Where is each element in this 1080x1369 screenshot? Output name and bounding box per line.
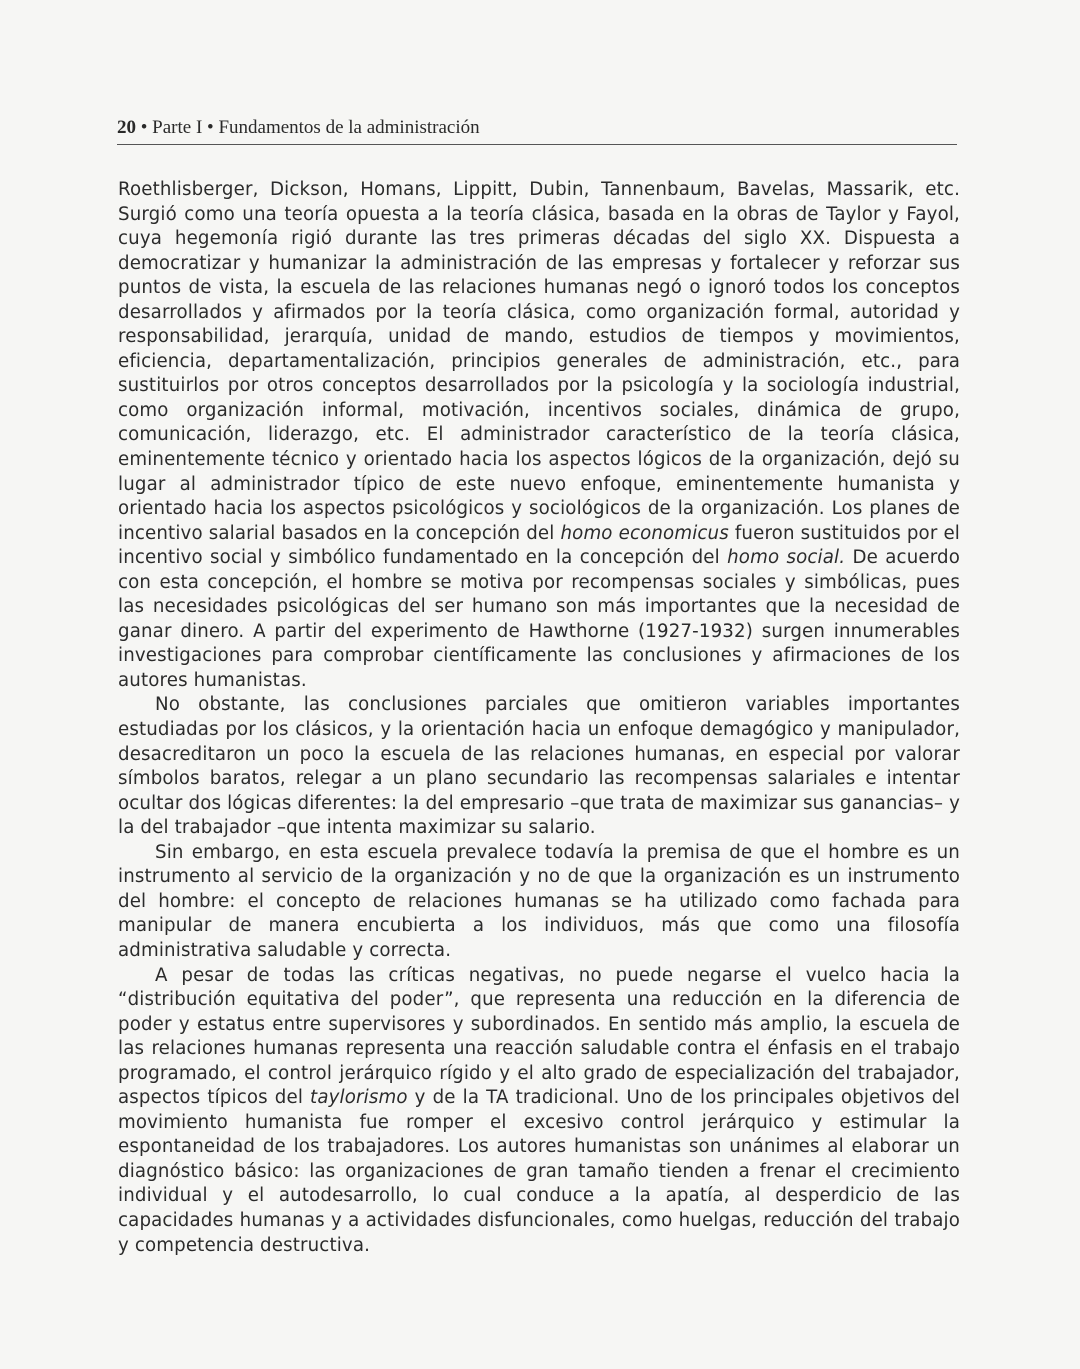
header-part: Parte I	[152, 117, 203, 138]
header-chapter: Fundamentos de la administración	[218, 117, 480, 138]
italic-term: homo economicus	[560, 522, 729, 544]
body-text	[118, 178, 960, 1258]
paragraph: Roethlisberger, Dickson, Homans, Lippitt, Dubin, Tannenbaum, Bavelas, Massarik, etc. Surgió como una teoría opuesta a la teoría clásica, basada en la obras de Taylor y Fayol, cuya hegemonía rigió durante las tres primeras décadas del siglo XX. Dispuesta a democratizar y humanizar la administración de las empresas y fortalecer y reforzar sus puntos de vista, la escuela de las relaciones humanas negó o ignoró todos los conceptos desarrollados y afirmados por la teoría clásica, como organización formal, autoridad y responsabilidad, jerarquía, unidad de mando, estudios de tiempos y movimientos, eficiencia, departamentalización, principios generales de administración, etc., para sustituirlos por otros conceptos desarrollados por la psicología y la sociología industrial, como organización informal, motivación, incentivos sociales, dinámica de grupo, comunicación, liderazgo, etc. El administrador característico de la teoría clásica, eminentemente técnico y orientado hacia los aspectos lógicos de la organización, dejó su lugar al administrador típico de este nuevo enfoque, eminentemente humanista y orientado hacia los aspectos psicológicos y sociológicos de la organización. Los planes de incentivo salarial basados en la concepción del homo economicus fueron sustituidos por el incentivo social y simbólico fundamentado en la concepción del homo social. De acuerdo con esta concepción, el hombre se motiva por recompensas sociales y simbólicas, pues las necesidades psicológicas del ser humano son más importantes que la necesidad de ganar dinero. A partir del experimento de Hawthorne (1927-1932) surgen innumerables investigaciones para comprobar científicamente las conclusiones y afirmaciones de los autores humanistas.	[118, 179, 961, 691]
italic-term: homo social.	[727, 547, 846, 569]
page-number: 20	[117, 117, 136, 138]
paragraph: No obstante, las conclusiones parciales que omitieron variables importantes estudiadas por los clásicos, y la orientación hacia un enfoque demagógico y manipulador, desacreditaron un poco la escuela de las relaciones humanas, en especial por valorar símbolos baratos, relegar a un plano secundario las recompensas salariales e intentar ocultar dos lógicas diferentes: la del empresario –que trata de maximizar sus ganancias– y la del trabajador –que intenta maximizar su salario.	[118, 694, 960, 839]
paragraph: Sin embargo, en esta escuela prevalece todavía la premisa de que el hombre es un instrumento al servicio de la organización y no de que la organización es un instrumento del hombre: el concepto de relaciones humanas se ha utilizado como fachada para manipular de manera encubierta a los individuos, más que como una filosofía administrativa saludable y correcta.	[118, 841, 960, 961]
header-separator: •	[207, 117, 214, 138]
header-separator: •	[140, 117, 148, 138]
italic-term: taylorismo	[310, 1087, 408, 1109]
running-header	[117, 114, 957, 145]
paragraph: A pesar de todas las críticas negativas, no puede negarse el vuelco hacia la “distribución equitativa del poder”, que representa una reducción en la diferencia de poder y estatus entre supervisores y subordinados. En sentido más amplio, la escuela de las relaciones humanas representa una reacción saludable contra el énfasis en el trabajo programado, el control jerárquico rígido y el alto grado de especialización del trabajador, aspectos típicos del taylorismo y de la TA tradicional. Uno de los principales objetivos del movimiento humanista fue romper el excesivo control jerárquico y estimular la espontaneidad de los trabajadores. Los autores humanistas son unánimes al elaborar un diagnóstico básico: las organizaciones de gran tamaño tienden a frenar el crecimiento individual y el autodesarrollo, lo cual conduce a la apatía, al desperdicio de las capacidades humanas y a actividades disfuncionales, como huelgas, reducción del trabajo y competencia destructiva.	[118, 964, 960, 1256]
